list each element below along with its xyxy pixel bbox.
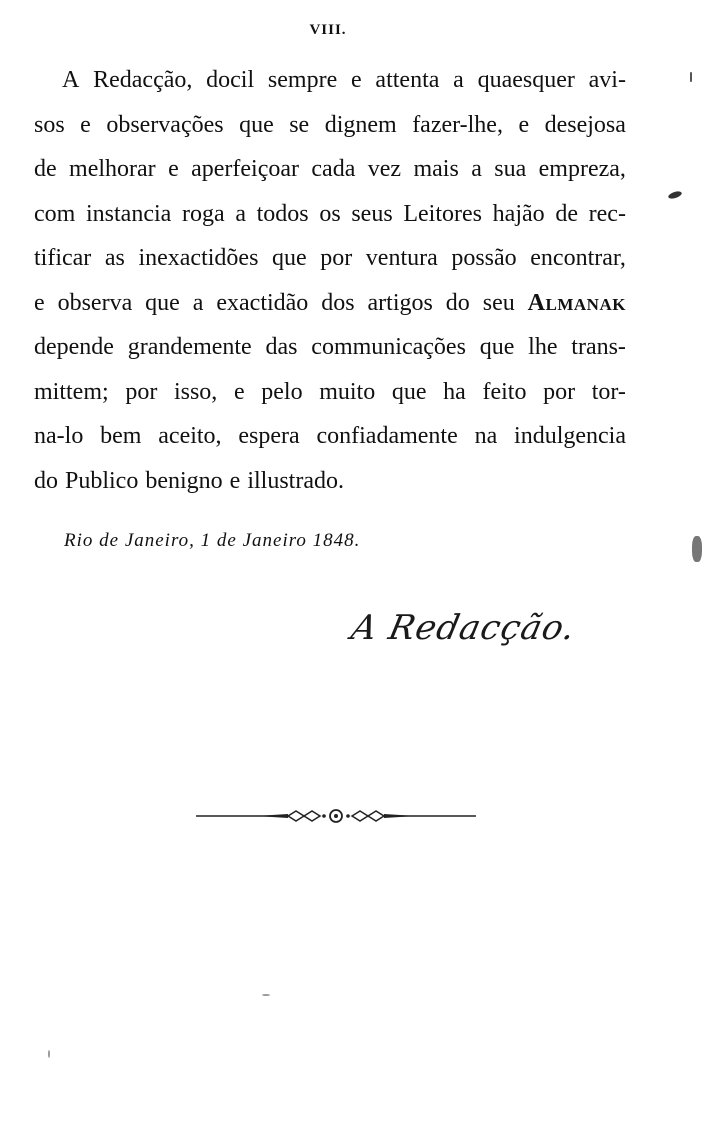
word: que — [271, 245, 307, 271]
paper-speck — [48, 1050, 50, 1058]
word: artigos — [367, 289, 433, 316]
paper-speck — [690, 72, 692, 82]
word: exactidão — [216, 289, 309, 316]
word: e — [168, 156, 179, 182]
word: Leitores — [403, 200, 482, 227]
word: a — [192, 289, 204, 316]
word: e — [233, 378, 245, 405]
word: de — [555, 200, 578, 227]
text-line — [34, 370, 626, 415]
word: que — [145, 289, 180, 316]
word: do — [445, 289, 470, 316]
word: por — [320, 245, 353, 271]
word: avi- — [588, 67, 626, 93]
text-line — [34, 325, 626, 370]
word: e — [34, 289, 45, 316]
word: A — [62, 67, 80, 93]
text-line — [34, 236, 626, 281]
word: rec- — [588, 200, 626, 227]
text-line — [34, 192, 626, 237]
word: confiadamente — [316, 423, 458, 449]
word: muito — [319, 378, 376, 405]
word: aceito, — [158, 423, 222, 449]
word: com — [34, 200, 76, 227]
word: communicações — [311, 334, 466, 360]
word: fazer-lhe, — [412, 111, 503, 138]
word: e — [351, 67, 362, 93]
word: sos — [34, 111, 65, 138]
word: das — [265, 334, 298, 360]
word: que — [479, 334, 515, 360]
word: docil — [206, 67, 255, 93]
word: mittem; — [34, 378, 109, 405]
word: grandemente — [127, 334, 252, 360]
text-line — [34, 58, 626, 103]
paper-speck — [692, 536, 702, 562]
word: todos — [256, 200, 309, 227]
word: sempre — [267, 67, 338, 93]
word: sua — [494, 156, 527, 182]
body-paragraph — [34, 58, 626, 503]
page-number: VIII. — [309, 22, 347, 38]
word: indulgencia — [514, 423, 626, 449]
word: e — [518, 111, 530, 138]
word: dos — [321, 289, 355, 316]
word: encontrar, — [530, 245, 626, 271]
word: bem — [100, 423, 142, 449]
word: os — [319, 200, 341, 227]
text-line — [34, 281, 626, 326]
word: que — [239, 111, 274, 138]
word: as — [104, 245, 125, 271]
word: seus — [351, 200, 393, 227]
ornamental-rule — [196, 806, 476, 826]
word: desejosa — [544, 111, 626, 138]
word: illustrado. — [247, 467, 344, 494]
word: e — [80, 111, 91, 138]
word: espera — [238, 423, 300, 449]
text-line — [34, 459, 626, 504]
signature: A Redacção. — [347, 608, 580, 648]
word: dignem — [324, 111, 397, 138]
text-line — [34, 147, 626, 192]
word: possão — [451, 245, 517, 271]
word: observa — [57, 289, 133, 316]
text-line — [34, 414, 626, 459]
word: cada — [311, 156, 356, 182]
word: hajão — [492, 200, 545, 227]
word: melhorar — [69, 156, 156, 182]
word: instancia — [86, 200, 172, 227]
word: trans- — [571, 334, 626, 360]
word: ventura — [365, 245, 438, 271]
word: do — [34, 467, 58, 494]
word: ha — [443, 378, 466, 405]
paper-speck — [262, 994, 270, 996]
word: depende — [34, 334, 114, 360]
word: vez — [367, 156, 402, 182]
word: aperfeiçoar — [191, 156, 300, 182]
almanak-word: Almanak — [527, 289, 626, 316]
word: a — [453, 67, 464, 93]
word: por — [543, 378, 576, 405]
word: seu — [482, 289, 515, 316]
word: na — [474, 423, 498, 449]
word: e — [229, 467, 241, 494]
word: observações — [106, 111, 224, 138]
word: por — [125, 378, 158, 405]
word: que — [391, 378, 427, 405]
word: benigno — [145, 467, 223, 494]
text-line — [34, 103, 626, 148]
word: roga — [181, 200, 225, 227]
word: lhe — [528, 334, 558, 360]
word: Publico — [65, 467, 139, 494]
word: quaesquer — [477, 67, 575, 93]
word: isso, — [173, 378, 218, 405]
word: se — [289, 111, 310, 138]
word: mais — [413, 156, 459, 182]
word: attenta — [375, 67, 440, 93]
paper-speck — [667, 190, 682, 200]
word: tificar — [34, 245, 92, 271]
word: pelo — [261, 378, 303, 405]
word: Redacção, — [93, 67, 193, 93]
word: de — [34, 156, 57, 182]
word: empreza, — [538, 156, 626, 182]
word: inexactidões — [138, 245, 259, 271]
word: na-lo — [34, 423, 84, 449]
word: a — [471, 156, 482, 182]
dateline: Rio de Janeiro, 1 de Janeiro 1848. — [64, 530, 361, 551]
word: tor- — [591, 378, 626, 405]
word: a — [235, 200, 246, 227]
word: feito — [482, 378, 527, 405]
